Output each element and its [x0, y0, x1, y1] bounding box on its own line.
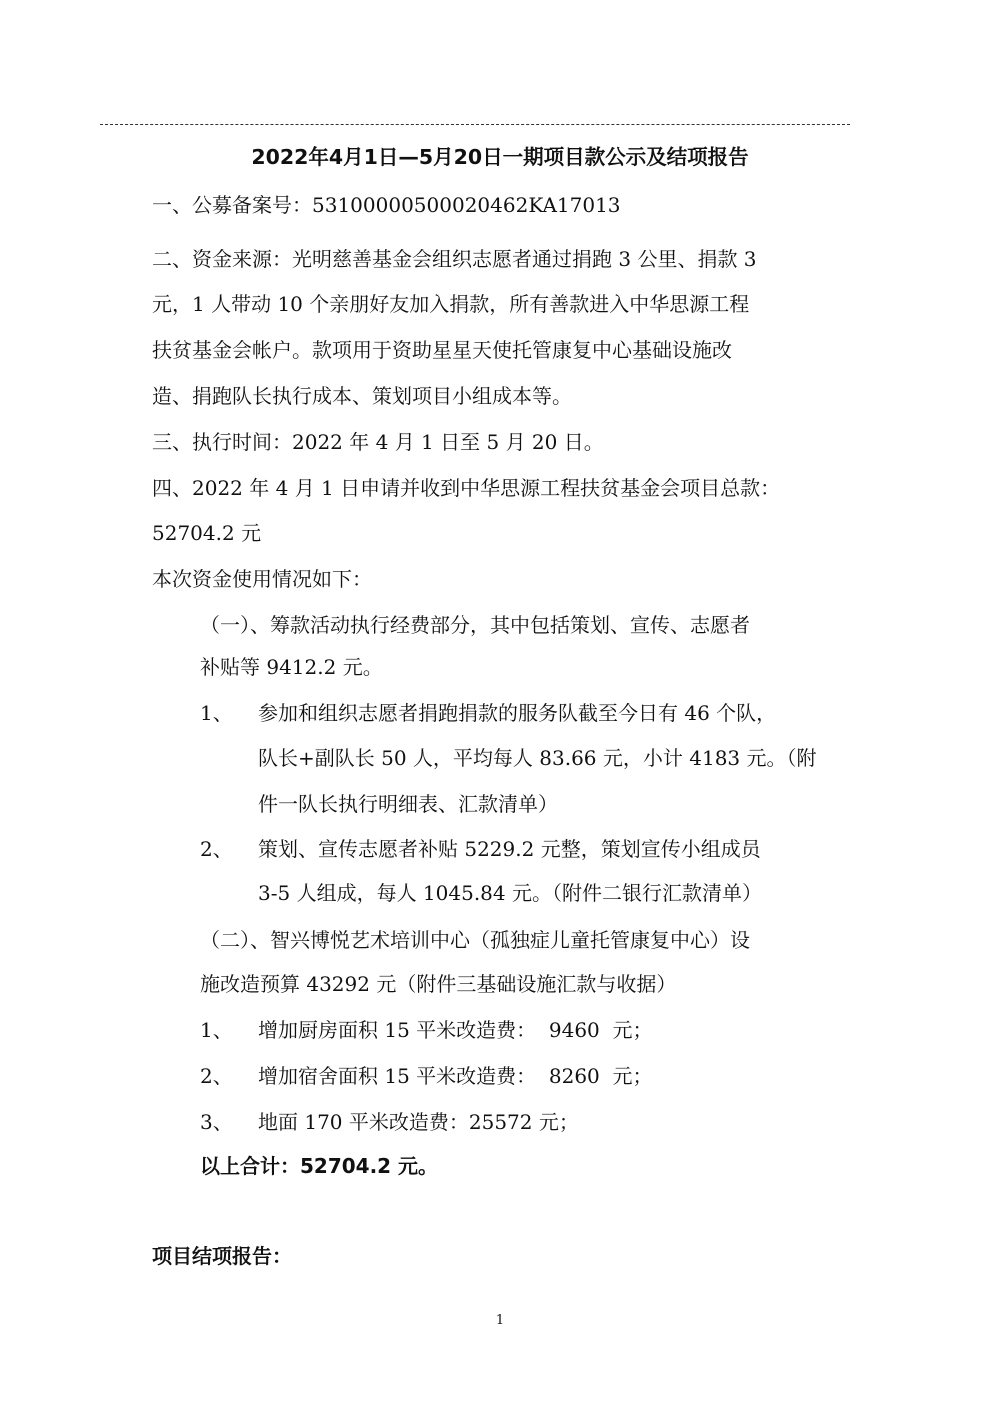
list-item-text: 策划、宣传志愿者补贴 5229.2 元整，策划宣传小组成员 — [258, 837, 761, 861]
grand-total: 以上合计：52704.2 元。 — [200, 1154, 439, 1178]
list-item-number: 2、 — [200, 837, 233, 861]
page-number: 1 — [495, 1313, 505, 1328]
filing-number: 一、公募备案号：53100000500020462KA17013 — [152, 193, 621, 217]
section-two-heading: 施改造预算 43292 元（附件三基础设施汇款与收据） — [200, 972, 677, 996]
section-one-heading: 补贴等 9412.2 元。 — [200, 655, 383, 679]
list-item-text: 增加宿舍面积 15 平米改造费： 8260 元； — [258, 1064, 653, 1088]
funding-source-line: 扶贫基金会帐户。款项用于资助星星天使托管康复中心基础设施改 — [152, 338, 732, 362]
total-received-amount: 52704.2 元 — [152, 521, 262, 545]
list-item-text: 增加厨房面积 15 平米改造费： 9460 元； — [258, 1018, 653, 1042]
document-title: 2022年4月1日—5月20日一期项目款公示及结项报告 — [251, 145, 749, 169]
section-one-heading: （一）、筹款活动执行经费部分，其中包括策划、宣传、志愿者 — [200, 613, 750, 637]
section-two-heading: （二）、智兴博悦艺术培训中心（孤独症儿童托管康复中心）设 — [200, 928, 750, 952]
list-item-text: 件一队长执行明细表、汇款清单） — [258, 792, 558, 816]
list-item-text: 队长+副队长 50 人，平均每人 83.66 元，小计 4183 元。（附 — [258, 746, 817, 770]
list-item-number: 1、 — [200, 701, 233, 725]
funding-source-line: 造、捐跑队长执行成本、策划项目小组成本等。 — [152, 384, 572, 408]
list-item-number: 3、 — [200, 1110, 233, 1134]
execution-time: 三、执行时间：2022 年 4 月 1 日至 5 月 20 日。 — [152, 430, 604, 454]
funding-source-line: 元，1 人带动 10 个亲朋好友加入捐款，所有善款进入中华思源工程 — [152, 292, 750, 316]
funding-source-line: 二、资金来源：光明慈善基金会组织志愿者通过捐跑 3 公里、捐款 3 — [152, 247, 757, 271]
header-dashed-rule — [100, 124, 850, 125]
total-received-line: 四、2022 年 4 月 1 日申请并收到中华思源工程扶贫基金会项目总款： — [152, 476, 781, 500]
list-item-number: 1、 — [200, 1018, 233, 1042]
list-item-text: 3-5 人组成，每人 1045.84 元。（附件二银行汇款清单） — [258, 881, 762, 905]
closing-heading: 项目结项报告： — [152, 1244, 292, 1268]
list-item-text: 地面 170 平米改造费：25572 元； — [258, 1110, 579, 1134]
usage-intro: 本次资金使用情况如下： — [152, 567, 372, 591]
list-item-number: 2、 — [200, 1064, 233, 1088]
list-item-text: 参加和组织志愿者捐跑捐款的服务队截至今日有 46 个队， — [258, 701, 777, 725]
